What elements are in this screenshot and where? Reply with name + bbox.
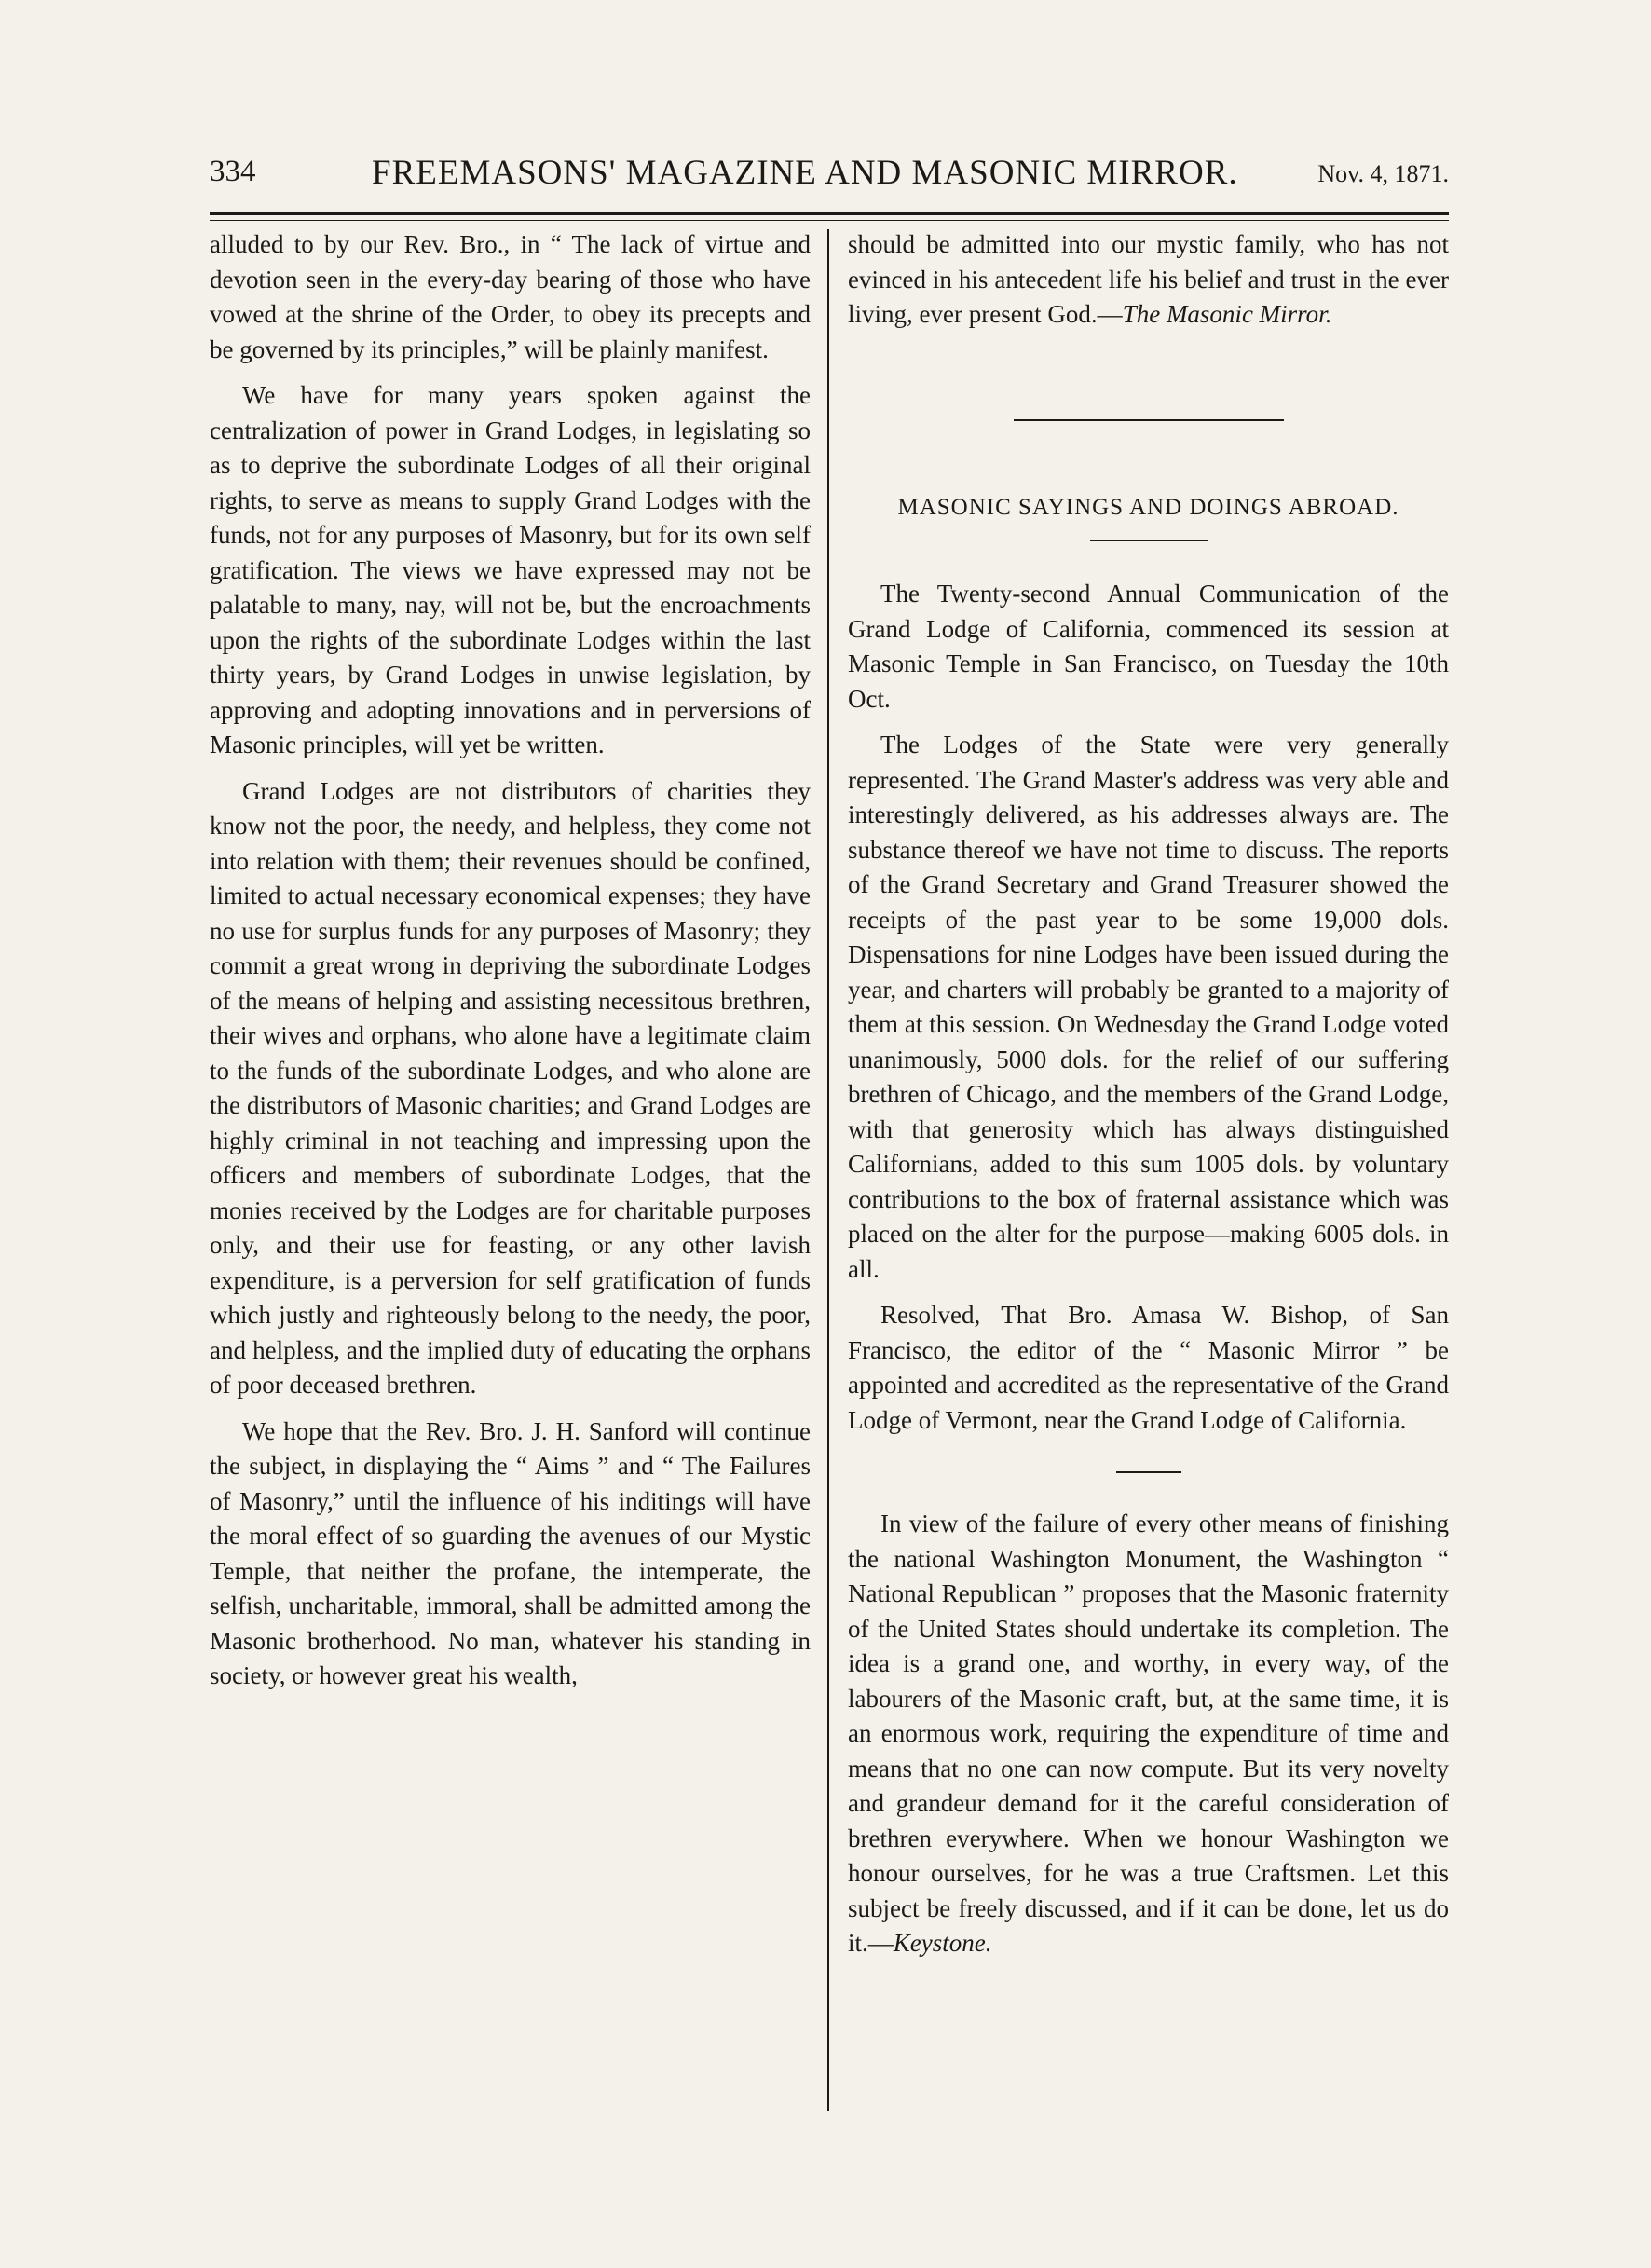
paragraph: The Lodges of the State were very generally represented. The Grand Master's address was very able and interestingly delivered, as his addresses always are. The substance thereof we have not time to discuss. The reports of the Grand Secretary and Grand Treasurer showed the receipts of the past year to be some 19,000 dols. Dispensations for nine Lodges have been issued during the year, and charters will probably be granted to a majority of them at this session. On Wednesday the Grand Lodge voted unanimously, 5000 dols. for the relief of our suffering brethren of Chicago, and the members of the Grand Lodge, with that generosity which has always distinguished Californians, added to this sum 1005 dols. by voluntary contributions to the box of fraternal assistance which was placed on the alter for the purpose—making 6005 dols. in all.	[848, 731, 1449, 1283]
header-rule	[210, 212, 1449, 215]
source-credit: Keystone.	[893, 1929, 992, 1957]
paragraph	[848, 227, 1449, 333]
paragraph	[848, 1507, 1449, 1961]
issue-date: Nov. 4, 1871.	[1317, 160, 1449, 187]
paragraph: Resolved, That Bro. Amasa W. Bishop, of San Francisco, the editor of the “ Masonic Mirror ” be appointed and accredited as the representative of the Grand Lodge of Vermont, near the Grand Lodge of California.	[848, 1301, 1449, 1434]
paragraph: We have for many years spoken against the centralization of power in Grand Lodges, in legislating so as to deprive the subordinate Lodges of all their original rights, to serve as means to supply Grand Lodges with the funds, not for any purposes of Masonry, but for its own self gratification. The views we have expressed may not be palatable to many, nay, will not be, but the encroachments upon the rights of the subordinate Lodges within the last thirty years, by Grand Lodges in unwise legislation, by approving and adopting innovations and in perversions of Masonic principles, will yet be written.	[210, 381, 811, 758]
page-header	[210, 149, 1449, 214]
section-title: MASONIC SAYINGS AND DOINGS ABROAD.	[897, 494, 1399, 520]
section-divider	[1116, 1471, 1181, 1473]
column-divider	[827, 229, 829, 2111]
paragraph: Grand Lodges are not distributors of charities they know not the poor, the needy, and helpless, they come not into relation with them; their revenues should be confined, limited to actual necessary economical expenses; they have no use for surplus funds for any purposes of Masonry; they commit a great wrong in depriving the subordinate Lodges of the means of helping and assisting necessitous brethren, their wives and orphans, who alone have a legitimate claim to the funds of the subordinate Lodges, and who alone are the distributors of Masonic charities; and Grand Lodges are highly criminal in not teaching and impressing upon the officers and members of subordinate Lodges, that the monies received by the Lodges are for charitable purposes only, and their use for feasting, or any other lavish expenditure, is a perversion for self gratification of funds which justly and righteously belong to the needy, the poor, and helpless, and the implied duty of educating the orphans of poor deceased brethren.	[210, 776, 811, 1399]
running-title: FREEMASONS' MAGAZINE AND MASONIC MIRROR.	[372, 154, 1238, 192]
paragraph: alluded to by our Rev. Bro., in “ The lack of virtue and devotion seen in the every-day bearing of those who have vowed at the shrine of the Order, to obey its precepts and be governed by its principles,” will be plainly manifest.	[210, 230, 811, 363]
title-underline	[1090, 540, 1208, 541]
paragraph: We hope that the Rev. Bro. J. H. Sanford will continue the subject, in displaying the “ Aims ” and “ The Failures of Masonry,” until the influence of his inditings will have the moral effect of so guarding the avenues of our Mystic Temple, that neither the profane, the intemperate, the selfish, uncharitable, immoral, shall be admitted among the Masonic brotherhood. No man, whatever his standing in society, or however great his wealth,	[210, 1416, 811, 1689]
left-column	[210, 227, 811, 1705]
source-credit: The Masonic Mirror.	[1122, 300, 1332, 328]
page-number: 334	[210, 155, 256, 188]
header-rule-thin	[210, 220, 1449, 221]
section-divider	[1014, 419, 1284, 421]
paragraph-text: should be admitted into our mystic family, who has not evinced in his antecedent life his belief and trust in the ever living, ever present God.—	[848, 230, 1449, 328]
paragraph: The Twenty-second Annual Communication of the Grand Lodge of California, commenced its session at Masonic Temple in San Francisco, on Tuesday the 10th Oct.	[848, 580, 1449, 713]
paragraph-text: In view of the failure of every other means of finishing the national Washington Monument, the Washington “ National Republican ” proposes that the Masonic fraternity of the United States should undertake its completion. The idea is a grand one, and worthy, in every way, of the labourers of the Masonic craft, but, at the same time, it is an enormous work, requiring the expenditure of time and means that no one can now compute. But its very novelty and grandeur demand for it the careful consideration of brethren everywhere. When we honour Washington we honour ourselves, for he was a true Craftsmen. Let this subject be freely discussed, and if it can be done, let us do it.—	[848, 1510, 1449, 1957]
right-column	[848, 227, 1449, 1973]
